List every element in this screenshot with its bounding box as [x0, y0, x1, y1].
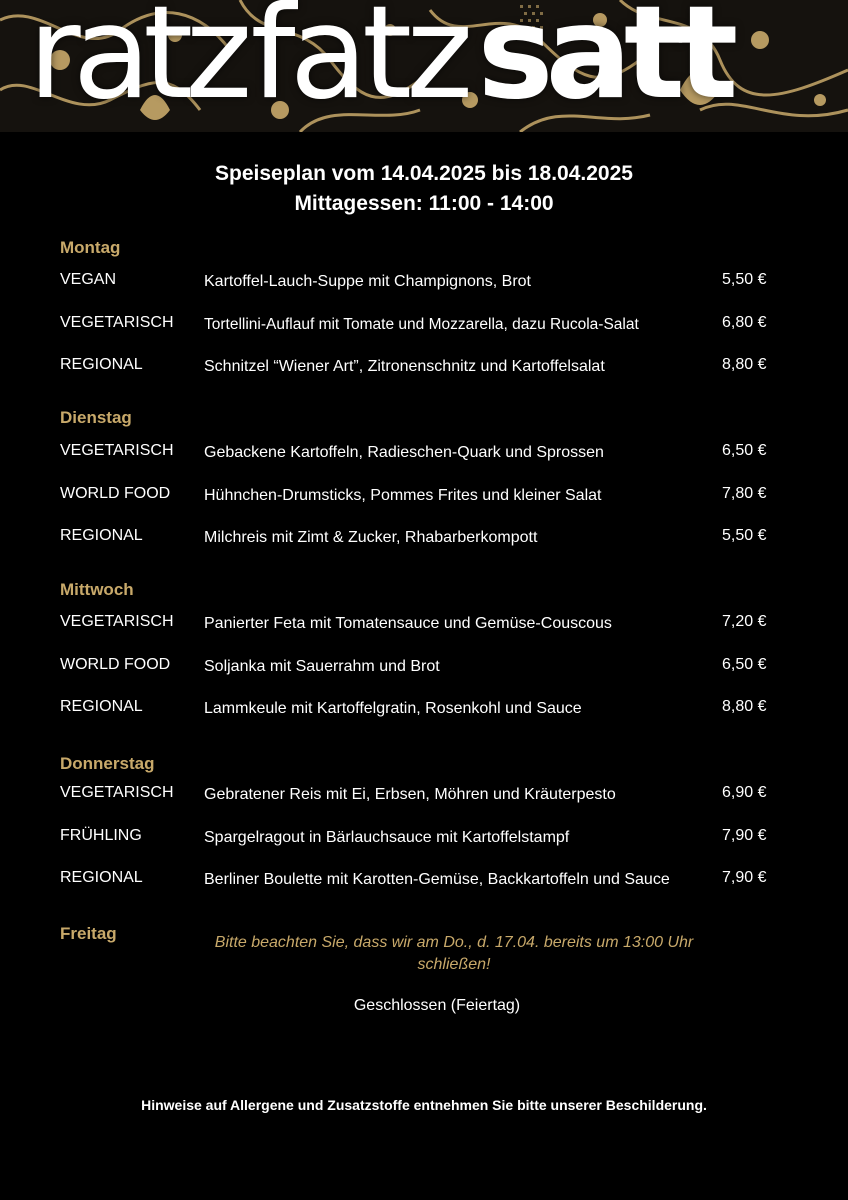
menu-category: REGIONAL — [60, 698, 143, 715]
menu-category: VEGETARISCH — [60, 784, 174, 801]
menu-period-title: Speiseplan vom 14.04.2025 bis 18.04.2025 — [215, 162, 633, 185]
menu-price: 7,90 € — [722, 827, 767, 844]
day-heading-dienstag: Dienstag — [60, 408, 132, 427]
day-heading-mittwoch: Mittwoch — [60, 580, 134, 599]
menu-category: FRÜHLING — [60, 827, 142, 844]
menu-dish: Berliner Boulette mit Karotten-Gemüse, Backkartoffeln und Sauce — [204, 871, 670, 888]
menu-dish: Tortellini-Auflauf mit Tomate und Mozzarella, dazu Rucola-Salat — [204, 316, 639, 333]
lunch-hours-title: Mittagessen: 11:00 - 14:00 — [294, 192, 554, 215]
menu-dish: Milchreis mit Zimt & Zucker, Rhabarberkompott — [204, 529, 538, 546]
closing-notice: Bitte beachten Sie, dass wir am Do., d. 17.04. bereits um 13:00 Uhr schließen! — [214, 934, 694, 973]
day-heading-freitag: Freitag — [60, 924, 117, 943]
menu-price: 7,80 € — [722, 485, 767, 502]
menu-category: REGIONAL — [60, 356, 143, 373]
menu-price: 6,50 € — [722, 442, 767, 459]
menu-dish: Kartoffel-Lauch-Suppe mit Champignons, Brot — [204, 273, 531, 290]
menu-price: 6,50 € — [722, 656, 767, 673]
menu-dish: Schnitzel “Wiener Art”, Zitronenschnitz und Kartoffelsalat — [204, 358, 605, 375]
menu-price: 7,20 € — [722, 613, 767, 630]
menu-category: VEGETARISCH — [60, 442, 174, 459]
friday-closed-text: Geschlossen (Feiertag) — [353, 997, 521, 1014]
menu-price: 5,50 € — [722, 271, 767, 288]
menu-price: 8,80 € — [722, 698, 767, 715]
menu-category: VEGETARISCH — [60, 314, 174, 331]
menu-price: 6,90 € — [722, 784, 767, 801]
menu-dish: Hühnchen-Drumsticks, Pommes Frites und kleiner Salat — [204, 487, 602, 504]
allergen-footer-note: Hinweise auf Allergene und Zusatzstoffe entnehmen Sie bitte unserer Beschilderung. — [141, 1097, 707, 1113]
header-banner — [0, 0, 848, 132]
logo-part-fatz: fatz — [250, 0, 468, 128]
menu-dish: Gebackene Kartoffeln, Radieschen-Quark und Sprossen — [204, 444, 604, 461]
menu-price: 6,80 € — [722, 314, 767, 331]
menu-category: REGIONAL — [60, 527, 143, 544]
menu-price: 5,50 € — [722, 527, 767, 544]
day-heading-donnerstag: Donnerstag — [60, 754, 155, 773]
menu-price: 7,90 € — [722, 869, 767, 886]
brand-logo — [28, 0, 731, 128]
menu-dish: Gebratener Reis mit Ei, Erbsen, Möhren und Kräuterpesto — [204, 786, 616, 803]
logo-part-ratz: ratz — [28, 0, 245, 128]
logo-part-satt: satt — [477, 0, 731, 128]
day-heading-montag: Montag — [60, 238, 121, 257]
menu-category: VEGAN — [60, 271, 117, 288]
menu-dish: Soljanka mit Sauerrahm und Brot — [204, 658, 440, 675]
menu-category: WORLD FOOD — [60, 485, 171, 502]
menu-category: VEGETARISCH — [60, 613, 174, 630]
menu-category: WORLD FOOD — [60, 656, 171, 673]
menu-dish: Spargelragout in Bärlauchsauce mit Kartoffelstampf — [204, 829, 570, 846]
menu-price: 8,80 € — [722, 356, 767, 373]
menu-dish: Lammkeule mit Kartoffelgratin, Rosenkohl und Sauce — [204, 700, 582, 717]
menu-dish: Panierter Feta mit Tomatensauce und Gemüse-Couscous — [204, 615, 612, 632]
menu-category: REGIONAL — [60, 869, 143, 886]
